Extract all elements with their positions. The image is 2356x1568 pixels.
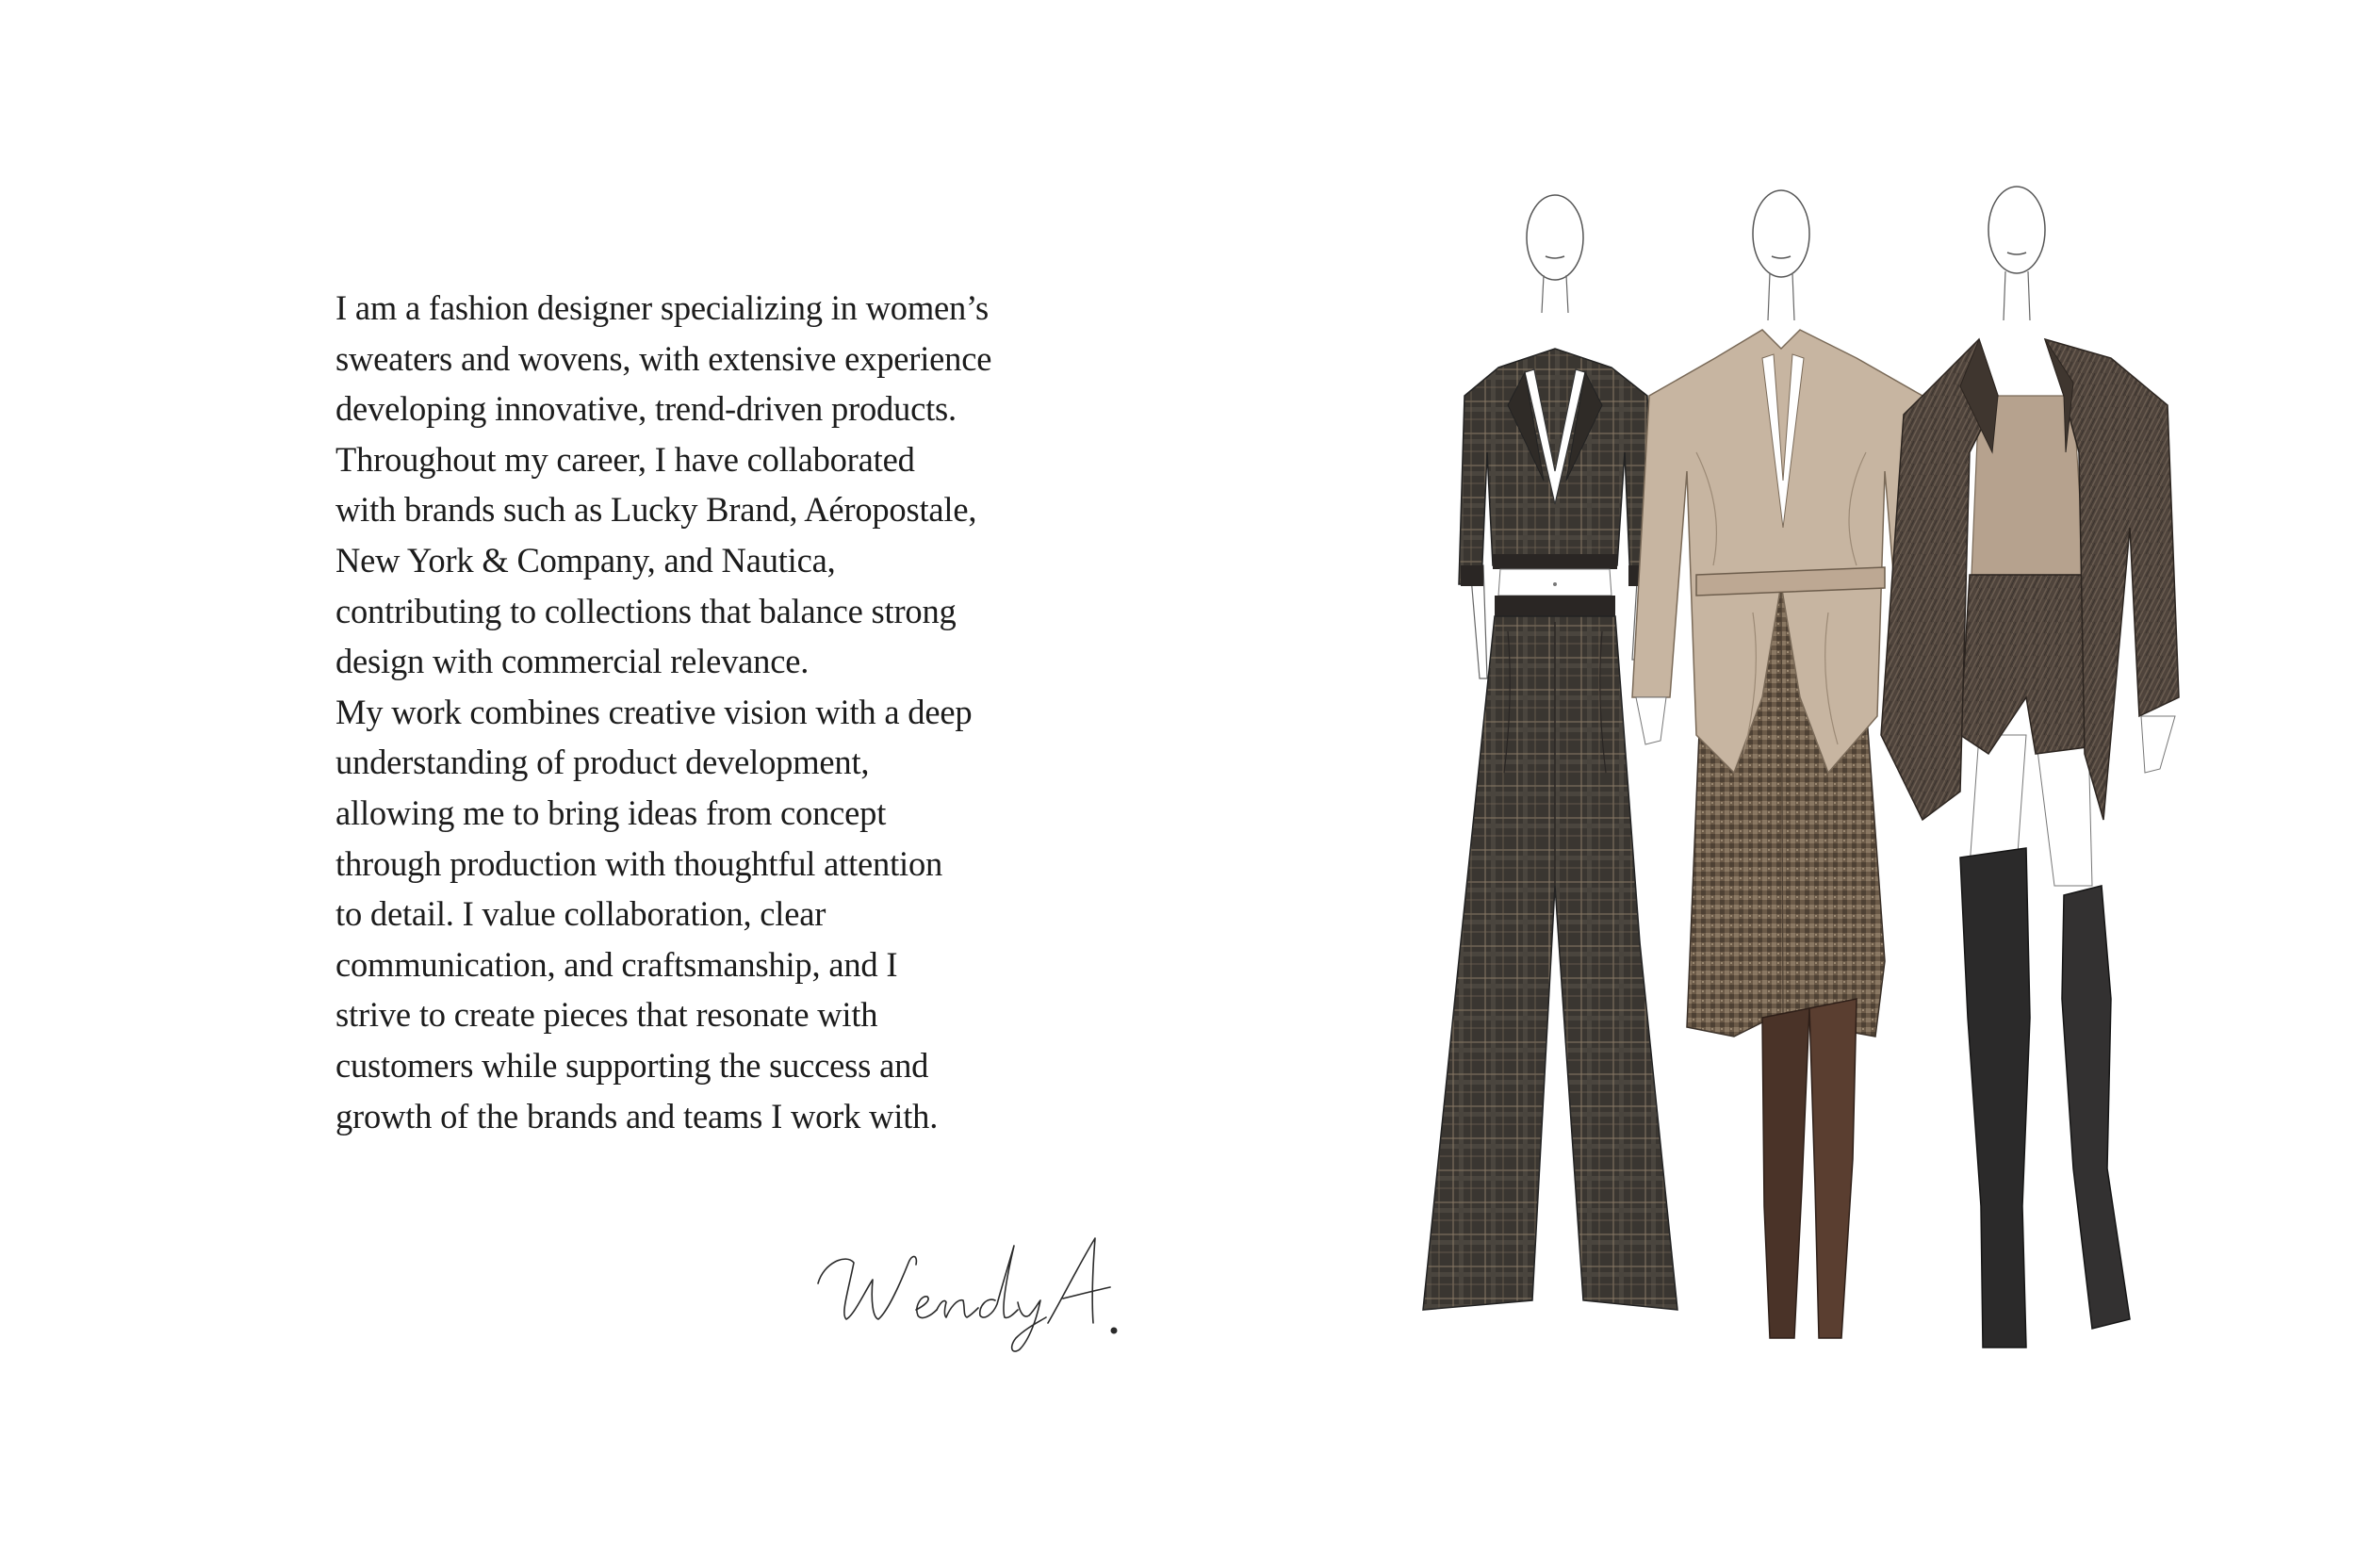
fashion-illustration xyxy=(1414,170,2243,1385)
bio-line: strive to create pieces that resonate with xyxy=(335,995,878,1035)
bio-line: I am a fashion designer specializing in women’s xyxy=(335,288,990,327)
brown-boot-right xyxy=(1809,999,1857,1338)
bio-line: design with commercial relevance. xyxy=(335,642,810,681)
figure-plaid-suit xyxy=(1423,195,1677,1310)
trouser-waistband xyxy=(1495,596,1615,616)
head xyxy=(1988,187,2045,273)
jacket-hem-band xyxy=(1493,554,1617,569)
bio-line: through production with thoughtful attention xyxy=(335,843,943,883)
bio-line: sweaters and wovens, with extensive experience xyxy=(335,338,992,378)
bio-line: growth of the brands and teams I work with. xyxy=(335,1096,939,1135)
bio-line: Throughout my career, I have collaborated xyxy=(335,439,915,479)
bio-line: to detail. I value collaboration, clear xyxy=(335,894,826,934)
head xyxy=(1527,195,1583,280)
wide-leg-trousers xyxy=(1423,616,1677,1310)
bio-line: with brands such as Lucky Brand, Aéropostale, xyxy=(335,490,977,530)
bio-line: customers while supporting the success and xyxy=(335,1045,929,1085)
bio-line: My work combines creative vision with a deep xyxy=(335,692,973,731)
bio-line: developing innovative, trend-driven products. xyxy=(335,389,957,429)
bio-text xyxy=(335,283,1052,1141)
signature xyxy=(810,1225,1150,1357)
black-boot-left xyxy=(1960,848,2030,1348)
black-boot-right xyxy=(2062,886,2130,1329)
brown-boot-left xyxy=(1762,1008,1809,1338)
bio-line: contributing to collections that balance strong xyxy=(335,591,957,630)
bio-line: New York & Company, and Nautica, xyxy=(335,540,836,580)
bio-line: allowing me to bring ideas from concept xyxy=(335,792,887,832)
bio-line: understanding of product development, xyxy=(335,743,870,782)
left-cuff xyxy=(1461,565,1483,586)
bio-line: communication, and craftsmanship, and I xyxy=(335,944,898,984)
figure-herringbone-blazer xyxy=(1881,187,2179,1348)
head xyxy=(1753,190,1809,277)
